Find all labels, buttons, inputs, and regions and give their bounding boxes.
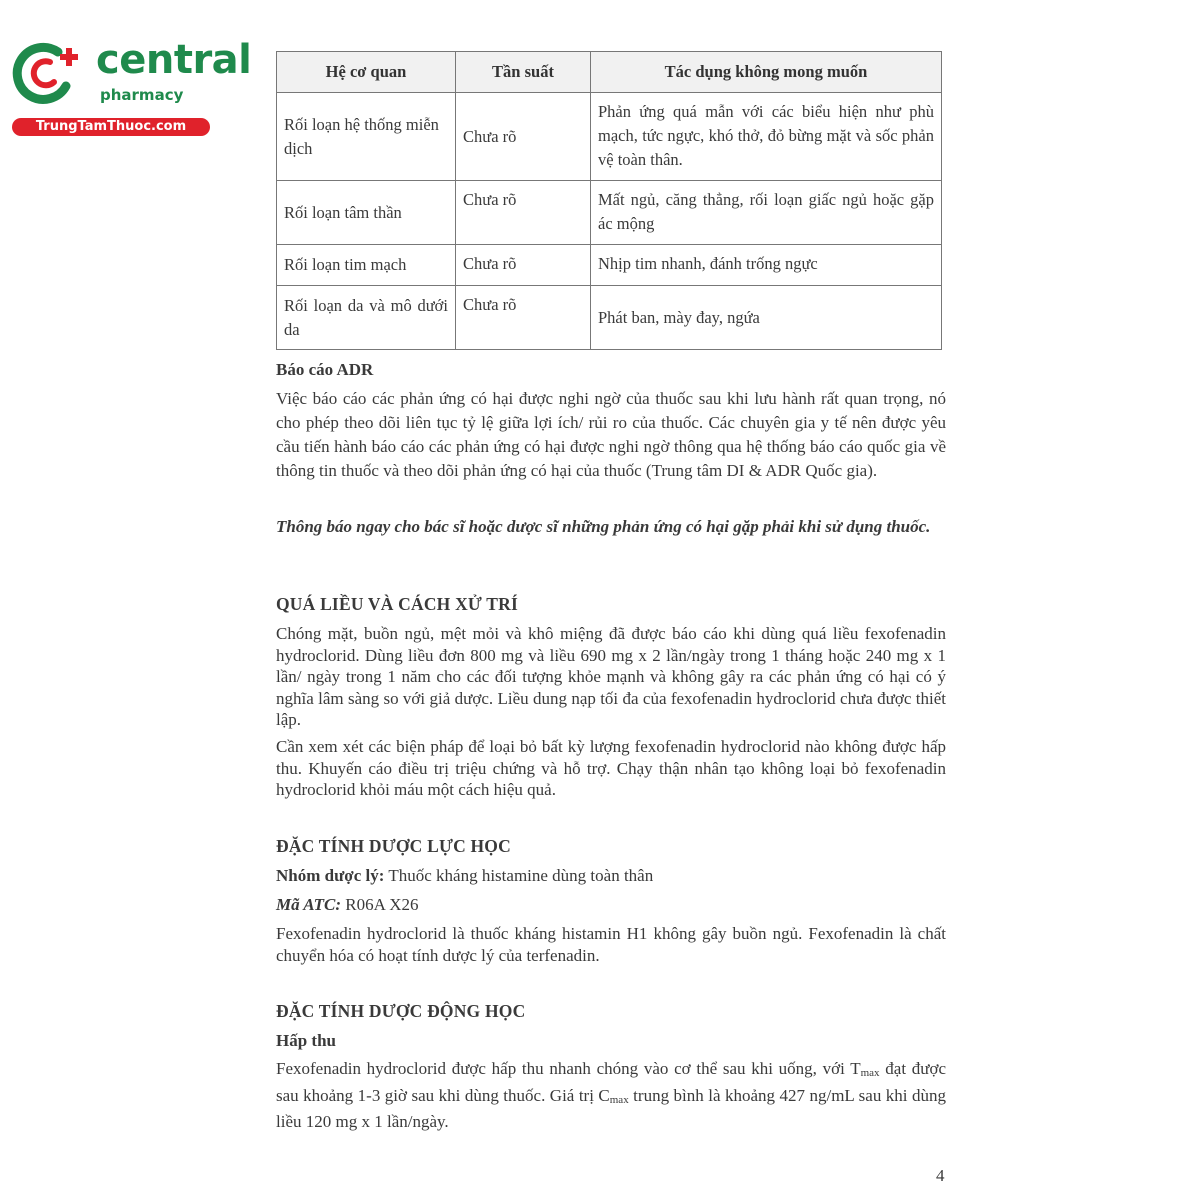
- page-number: 4: [936, 1166, 945, 1185]
- cell-effect: Phản ứng quá mẫn với các biểu hiện như phù mạch, tức ngực, khó thở, đỏ bừng mặt và sốc phản vệ toàn thân.: [591, 93, 942, 181]
- central-pharmacy-logo-icon: [10, 38, 90, 106]
- cell-frequency: Chưa rõ: [456, 93, 591, 181]
- group-value: Thuốc kháng histamine dùng toàn thân: [388, 866, 654, 885]
- header-organ: Hệ cơ quan: [277, 52, 456, 93]
- adr-title: Báo cáo ADR: [276, 360, 374, 379]
- cell-organ: Rối loạn tim mạch: [277, 245, 456, 286]
- pharmacodynamics-title: ĐẶC TÍNH DƯỢC LỰC HỌC: [276, 836, 511, 856]
- side-effects-table: [276, 51, 942, 350]
- cell-frequency: Chưa rõ: [456, 181, 591, 245]
- cell-effect: Mất ngủ, căng thẳng, rối loạn giấc ngủ hoặc gặp ác mộng: [591, 181, 942, 245]
- adr-notice: Thông báo ngay cho bác sĩ hoặc dược sĩ những phản ứng có hại gặp phải khi sử dụng thuốc.: [276, 517, 931, 536]
- pharmacologic-group: [276, 865, 946, 887]
- cell-frequency: Chưa rõ: [456, 286, 591, 350]
- atc-value: R06A X26: [345, 895, 419, 914]
- absorption-subtitle: Hấp thu: [276, 1031, 336, 1050]
- logo-brand: central: [96, 37, 252, 83]
- atc-code: [276, 894, 946, 916]
- cmax-subscript: max: [609, 1093, 629, 1106]
- adr-body: Việc báo cáo các phản ứng có hại được nghi ngờ của thuốc sau khi lưu hành rất quan trọng, nó cho phép theo dõi liên tục tỷ lệ giữa lợi ích/ rủi ro của thuốc. Các chuyên gia y tế nên được yêu cầu tiến hành báo cáo các phản ứng có hại được nghi ngờ thông qua hệ thống báo cáo quốc gia về thông tin thuốc và theo dõi phản ứng có hại của thuốc (Trung tâm DI & ADR Quốc gia).: [276, 389, 946, 480]
- table-row: [277, 93, 942, 181]
- group-label: Nhóm dược lý:: [276, 866, 385, 885]
- cell-organ: Rối loạn hệ thống miễn dịch: [277, 93, 456, 181]
- tmax-subscript: max: [860, 1067, 880, 1079]
- logo-subtitle: pharmacy: [100, 86, 184, 104]
- absorption-text-1: Fexofenadin hydroclorid được hấp thu nhanh chóng vào cơ thể sau khi uống, với T: [276, 1059, 861, 1078]
- absorption-text-3: trung bình là khoảng 427 ng/mL sau khi dùng liều 120 mg x 1 lần/ngày.: [276, 1085, 946, 1131]
- pharmacokinetics-title: ĐẶC TÍNH DƯỢC ĐỘNG HỌC: [276, 1001, 526, 1021]
- atc-label: Mã ATC:: [276, 895, 342, 914]
- overdose-paragraph-1: Chóng mặt, buồn ngủ, mệt mỏi và khô miệng đã được báo cáo khi dùng quá liều fexofenadin hydroclorid. Dùng liều đơn 800 mg và liều 690 mg x 2 lần/ngày trong 1 tháng hoặc 240 mg x 1 lần/ ngày trong 1 năm cho các đối tượng khỏe mạnh và không gây ra các phản ứng có hại có ý nghĩa lâm sàng so với giả dược. Liều dung nạp tối đa của fexofenadin hydroclorid chưa được thiết lập.: [276, 624, 946, 729]
- absorption-body: [276, 1058, 946, 1133]
- absorption-text-2: đạt được sau khoảng 1-3 giờ sau khi dùng thuốc. Giá trị C: [276, 1059, 946, 1105]
- pharmacodynamics-body: Fexofenadin hydroclorid là thuốc kháng histamin H1 không gây buồn ngủ. Fexofenadin là chất chuyển hóa có hoạt tính dược lý của terfenadin.: [276, 924, 946, 965]
- overdose-paragraph-2: Cần xem xét các biện pháp để loại bỏ bất kỳ lượng fexofenadin hydroclorid nào không được hấp thu. Khuyến cáo điều trị triệu chứng và hỗ trợ. Chạy thận nhân tạo không loại bỏ fexofenadin hydroclorid khỏi máu một cách hiệu quả.: [276, 737, 946, 799]
- header-effect: Tác dụng không mong muốn: [591, 52, 942, 93]
- header-frequency: Tần suất: [456, 52, 591, 93]
- pharmacy-logo: [10, 37, 252, 138]
- table-row: [277, 245, 942, 286]
- cell-frequency: Chưa rõ: [456, 245, 591, 286]
- cell-organ: Rối loạn tâm thần: [277, 181, 456, 245]
- table-row: [277, 286, 942, 350]
- cell-effect: Phát ban, mày đay, ngứa: [591, 286, 942, 350]
- cell-effect: Nhịp tim nhanh, đánh trống ngực: [591, 245, 942, 286]
- table-row: [277, 181, 942, 245]
- overdose-title: QUÁ LIỀU VÀ CÁCH XỬ TRÍ: [276, 594, 519, 614]
- cell-organ: Rối loạn da và mô dưới da: [277, 286, 456, 350]
- table-header-row: [277, 52, 942, 93]
- logo-website: TrungTamThuoc.com: [12, 118, 210, 136]
